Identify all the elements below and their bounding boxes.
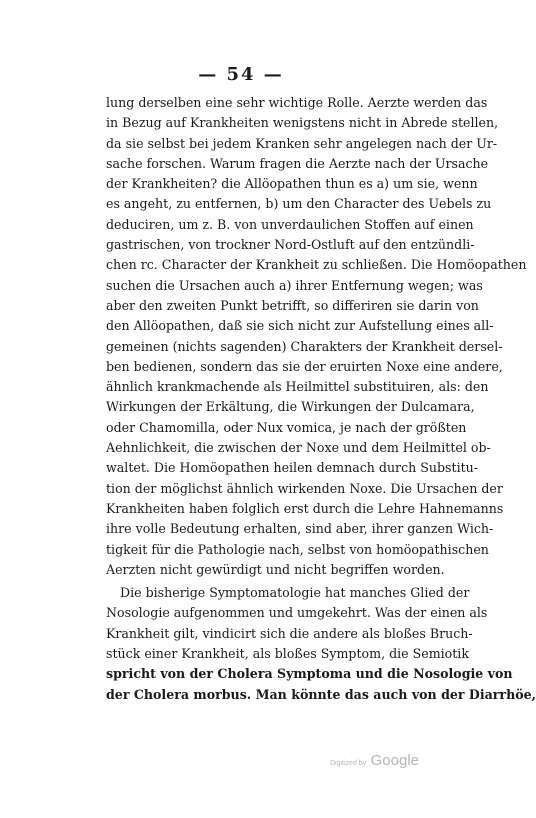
text-line: Aerzten nicht gewürdigt und nicht begriffen worden. (106, 561, 445, 577)
text-line: Krankheiten haben folglich erst durch die Lehre Hahnemanns (106, 500, 504, 516)
text-line: Wirkungen der Erkältung, die Wirkungen der Dulcamara, (106, 399, 475, 415)
text-line: chen rc. Character der Krankheit zu schließen. Die Homöopathen (106, 257, 527, 273)
text-line: sache forschen. Warum fragen die Aerzte nach der Ursache (106, 155, 489, 171)
watermark-prefix: Digitized by (330, 760, 367, 767)
text-line: in Bezug auf Krankheiten wenigstens nicht in Abrede stellen, (106, 115, 499, 131)
page-text (106, 93, 536, 705)
google-logo: Google (370, 752, 420, 769)
text-line: spricht von der Cholera Symptoma und die Nosologie von (106, 666, 513, 682)
text-line: der Krankheiten? die Allöopathen thun es a) um sie, wenn (106, 176, 478, 192)
digitized-watermark (330, 752, 419, 770)
text-line: tion der möglichst ähnlich wirkenden Noxe. Die Ursachen der (106, 480, 503, 496)
text-line: es angeht, zu entfernen, b) um den Character des Uebels zu (106, 196, 492, 212)
text-line: ben bedienen, sondern das sie der eruirten Noxe eine andere, (106, 358, 503, 374)
text-line: Nosologie aufgenommen und umgekehrt. Was der einen als (106, 605, 488, 621)
text-line: stück einer Krankheit, als bloßes Symptom, die Semiotik (106, 646, 469, 662)
text-line: deduciren, um z. B. von unverdaulichen Stoffen auf einen (106, 216, 474, 232)
text-line: den Allöopathen, daß sie sich nicht zur Aufstellung eines all- (106, 318, 494, 334)
text-line: Krankheit gilt, vindicirt sich die andere als bloßes Bruch- (106, 625, 473, 641)
text-line: da sie selbst bei jedem Kranken sehr angelegen nach der Ur- (106, 135, 498, 151)
text-line: ähnlich krankmachende als Heilmittel substituiren, als: den (106, 379, 489, 395)
text-line: ihre volle Bedeutung erhalten, sind aber, ihrer ganzen Wich- (106, 521, 494, 537)
text-line: Die bisherige Symptomatologie hat manches Glied der (120, 585, 470, 601)
text-line: aber den zweiten Punkt betrifft, so differiren sie darin von (106, 297, 479, 313)
text-line: oder Chamomilla, oder Nux vomica, je nach der größten (106, 419, 467, 435)
text-line: suchen die Ursachen auch a) ihrer Entfernung wegen; was (106, 277, 483, 293)
text-line: gastrischen, von trockner Nord-Ostluft auf den entzündli- (106, 237, 475, 253)
text-line: tigkeit für die Pathologie nach, selbst von homöopathischen (106, 541, 489, 557)
text-line: waltet. Die Homöopathen heilen demnach durch Substitu- (106, 460, 479, 476)
text-line: der Cholera morbus. Man könnte das auch von der Diarrhöe, (106, 686, 536, 702)
text-line: lung derselben eine sehr wichtige Rolle. Aerzte werden das (106, 95, 488, 110)
page-number: — 54 — (198, 64, 284, 85)
text-line: Aehnlichkeit, die zwischen der Noxe und dem Heilmittel ob- (106, 440, 491, 456)
text-line: gemeinen (nichts sagenden) Charakters der Krankheit dersel- (106, 338, 503, 354)
